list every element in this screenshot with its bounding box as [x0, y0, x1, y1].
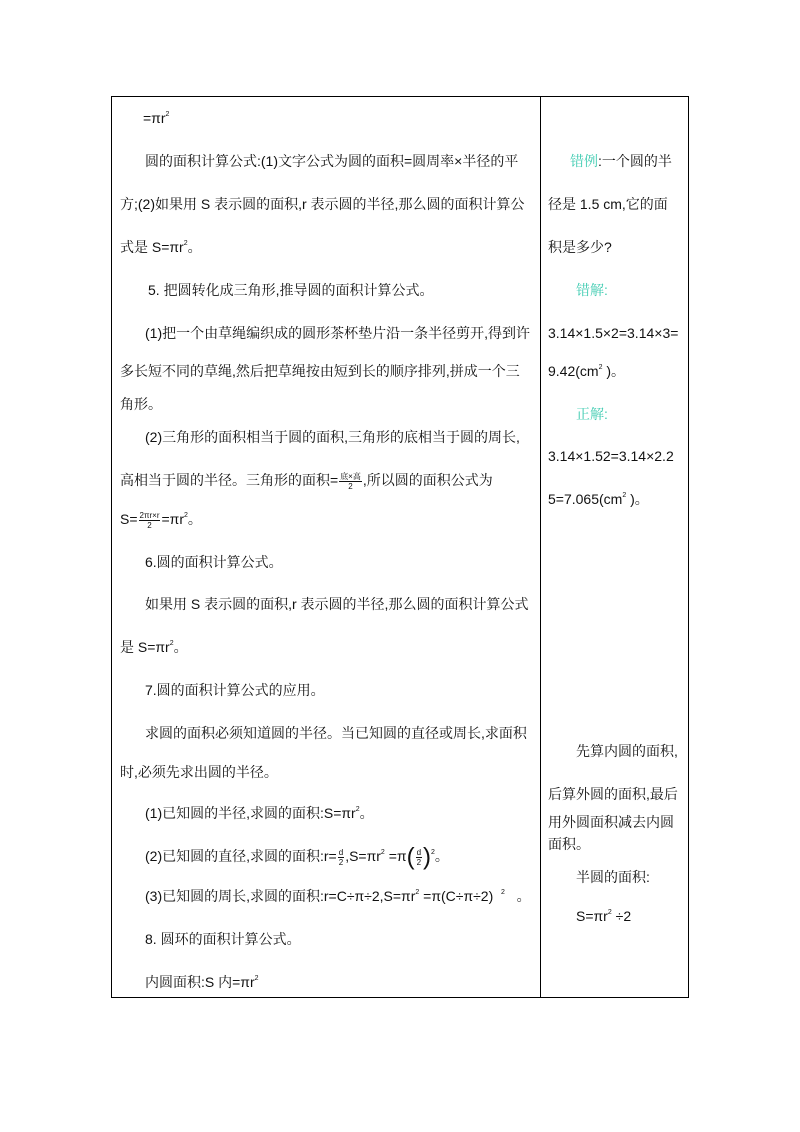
paragraph-line: S= $\frac{2\pi r\times r}{2}$ $=\pi r^2$。 — [120, 510, 202, 530]
paragraph-line: (1)已知圆的半径,求圆的面积$:S=\pi r^2$。 — [145, 805, 374, 821]
sidebar-line: 面积。 — [548, 836, 590, 852]
paragraph-line: (3)已知圆的周长,求圆的面积$:r=C\div\pi\div 2,S=\pi r^2 =\pi(C\div\pi\div 2)$ $^2$ 。 — [145, 888, 531, 904]
paragraph-line: 方;(2)如果用 S 表示圆的面积,r 表示圆的半径,那么圆的面积计算公 — [120, 196, 525, 212]
sidebar-formula: $S=\pi r^2 \div 2$ — [576, 908, 632, 924]
paragraph-line: 高相当于圆的半径。三角形的面积= $\frac{\text{底×高}}{2}$ ,所以圆的面积公式为 — [120, 471, 493, 491]
paragraph-line: 式是 $S=\pi r^2$。 — [120, 239, 202, 255]
column-divider — [540, 97, 541, 997]
sidebar-line: 用外圆面积减去内圆 — [548, 814, 674, 830]
error-example: 错例:一个圆的半 — [570, 153, 672, 169]
fraction: $\frac{d}{2}$ — [338, 847, 344, 867]
section-heading: 5. 把圆转化成三角形,推导圆的面积计算公式。 — [148, 282, 434, 298]
paragraph-line: 是 $S=\pi r^2$。 — [120, 639, 188, 655]
sidebar-line: 3.14×1.52=3.14×2.2 — [548, 448, 674, 464]
sidebar-line: 径是 1.5 cm,它的面 — [548, 196, 668, 212]
formula-line: 内圆面积:S 内$=\pi r^2$ — [145, 974, 259, 990]
paragraph-line: (1)把一个由草绳编织成的圆形茶杯垫片沿一条半径剪开,得到许 — [145, 325, 530, 341]
paragraph-line: (2)三角形的面积相当于圆的面积,三角形的底相当于圆的周长, — [145, 429, 520, 445]
section-heading: 7.圆的面积计算公式的应用。 — [145, 682, 325, 698]
wrong-solution-label: 错解: — [576, 282, 608, 298]
section-heading: 6.圆的面积计算公式。 — [145, 554, 283, 570]
paragraph-line: 多长短不同的草绳,然后把草绳按由短到长的顺序排列,拼成一个三 — [120, 363, 520, 379]
paragraph-line: 如果用 S 表示圆的面积,r 表示圆的半径,那么圆的面积计算公式 — [145, 596, 529, 612]
paragraph-line: 圆的面积计算公式:(1)文字公式为圆的面积=圆周率×半径的平 — [145, 153, 519, 169]
sidebar-line: 后算外圆的面积,最后 — [548, 786, 678, 802]
paragraph-line: 求圆的面积必须知道圆的半径。当已知圆的直径或周长,求面积 — [145, 725, 527, 741]
fraction: $\frac{d}{2}$ — [416, 847, 422, 867]
paragraph-line: 时,必须先求出圆的半径。 — [120, 764, 278, 780]
left-paren: ( — [406, 843, 415, 871]
sidebar-line: 半圆的面积: — [576, 869, 650, 885]
sidebar-line: 先算内圆的面积, — [576, 743, 678, 759]
sidebar-line: $5=7.065(cm^2$ )。 — [548, 491, 649, 507]
fraction: $\frac{\text{底×高}}{2}$ — [340, 471, 361, 491]
fraction: $\frac{2\pi r\times r}{2}$ — [139, 510, 160, 530]
paragraph-line: 角形。 — [120, 396, 162, 412]
correct-solution-label: 正解: — [576, 406, 608, 422]
sidebar-line: 3.14×1.5×2=3.14×3= — [548, 325, 679, 341]
formula-line: $=\pi r^2$ — [143, 110, 170, 126]
paragraph-line: (2)已知圆的直径,求圆的面积:r= $\frac{d}{2}$ $,S=\pi r^2 =\pi$( $\frac{d}{2}$ )$^2$。 — [145, 843, 449, 871]
section-heading: 8. 圆环的面积计算公式。 — [145, 931, 301, 947]
sidebar-line: 积是多少? — [548, 239, 612, 255]
sidebar-line: $9.42(cm^2$ )。 — [548, 363, 626, 379]
right-paren: ) — [423, 843, 432, 871]
error-example-label: 错例 — [570, 153, 598, 169]
